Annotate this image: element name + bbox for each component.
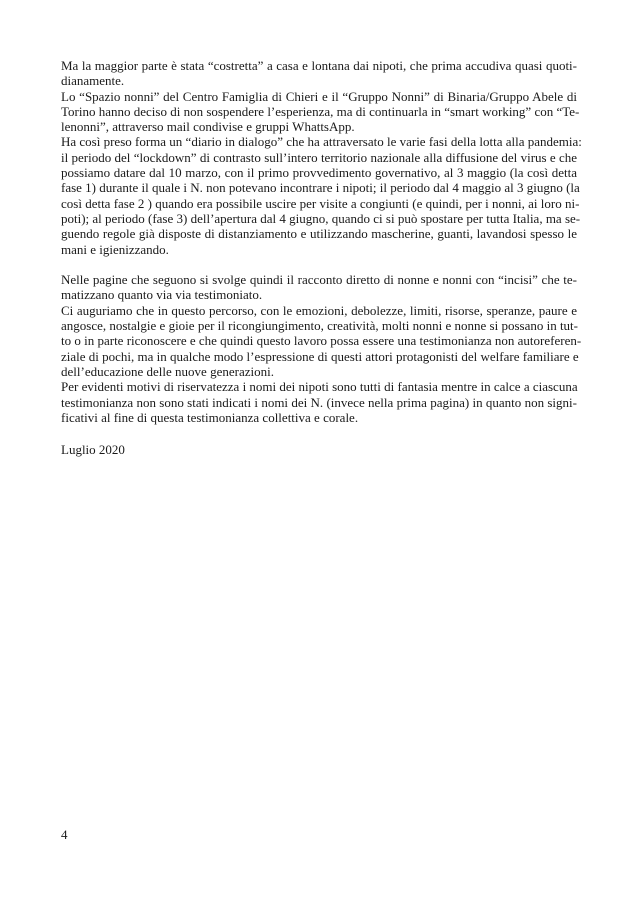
text-line: dianamente. [61,73,125,89]
document-body [61,58,582,425]
text-line: Ci auguriamo che in questo percorso, con le emozioni, debolezze, limiti, risorse, speranze, paure e [61,302,577,318]
text-line: ziale di pochi, ma in qualche modo l’espressione di questi attori protagonisti del welfare familiare e [61,348,579,364]
text-line: Per evidenti motivi di riservatezza i nomi dei nipoti sono tutti di fantasia mentre in calce a ciascuna [61,379,578,395]
text-line: to o in parte riconoscere e che quindi questo lavoro possa essere una testimonianza non autoreferen- [61,333,582,349]
text-line: Torino hanno deciso di non sospendere l’esperienza, ma di continuarla in “smart working” con “Te- [61,103,580,119]
text-line: dell’educazione delle nuove generazioni. [61,363,274,379]
text-line: Lo “Spazio nonni” del Centro Famiglia di Chieri e il “Gruppo Nonni” di Binaria/Gruppo Abele di [61,88,577,104]
text-line: angosce, nostalgie e gioie per il ricongiungimento, creatività, molti nonni e nonne si possano in tut- [61,318,578,334]
paragraph [61,302,582,379]
paragraph [61,58,577,89]
text-line: possiamo datare dal 10 marzo, con il primo provvedimento governativo, al 3 maggio (la così detta [61,165,577,181]
text-line: così detta fase 2 ) quando era possibile uscire per visite a congiunti (e quindi, per i nonni, ai loro ni- [61,195,580,211]
paragraph [61,379,577,425]
paragraph [61,88,580,135]
text-line: Nelle pagine che seguono si svolge quindi il racconto diretto di nonne e nonni con “incisi” che te- [61,272,577,288]
text-line: lenonni”, attraverso mail condivise e gruppi WhattsApp. [61,119,355,135]
document-date: Luglio 2020 [61,442,125,457]
text-line: fase 1) durante il quale i N. non potevano incontrare i nipoti; il periodo dal 4 maggio al 3 giugno (la [61,180,580,196]
page-number: 4 [61,827,68,842]
text-line: guendo regole già disposte di distanziamento e utilizzando mascherine, guanti, lavandosi spesso le [61,226,577,242]
paragraph [61,272,577,303]
text-line: Ma la maggior parte è stata “costretta” a casa e lontana dai nipoti, che prima accudiva quasi quoti- [61,58,577,73]
text-line: testimonianza non sono stati indicati i nomi dei N. (invece nella prima pagina) in quanto non signi- [61,394,577,410]
paragraph-gap [61,257,577,272]
paragraph [61,134,582,257]
text-line: poti); al periodo (fase 3) dell’apertura dal 4 giugno, quando ci si può spostare per tutta Italia, ma se- [61,210,581,226]
text-line: ficativi al fine di questa testimonianza collettiva e corale. [61,409,359,425]
text-line: mani e igienizzando. [61,241,169,257]
text-line: Ha così preso forma un “diario in dialogo” che ha attraversato le varie fasi della lotta alla pandemia: [61,134,582,150]
text-line: matizzano quanto via via testimoniato. [61,287,263,303]
text-line: il periodo del “lockdown” di contrasto sull’intero territorio nazionale alla diffusione del virus e che [61,149,577,165]
